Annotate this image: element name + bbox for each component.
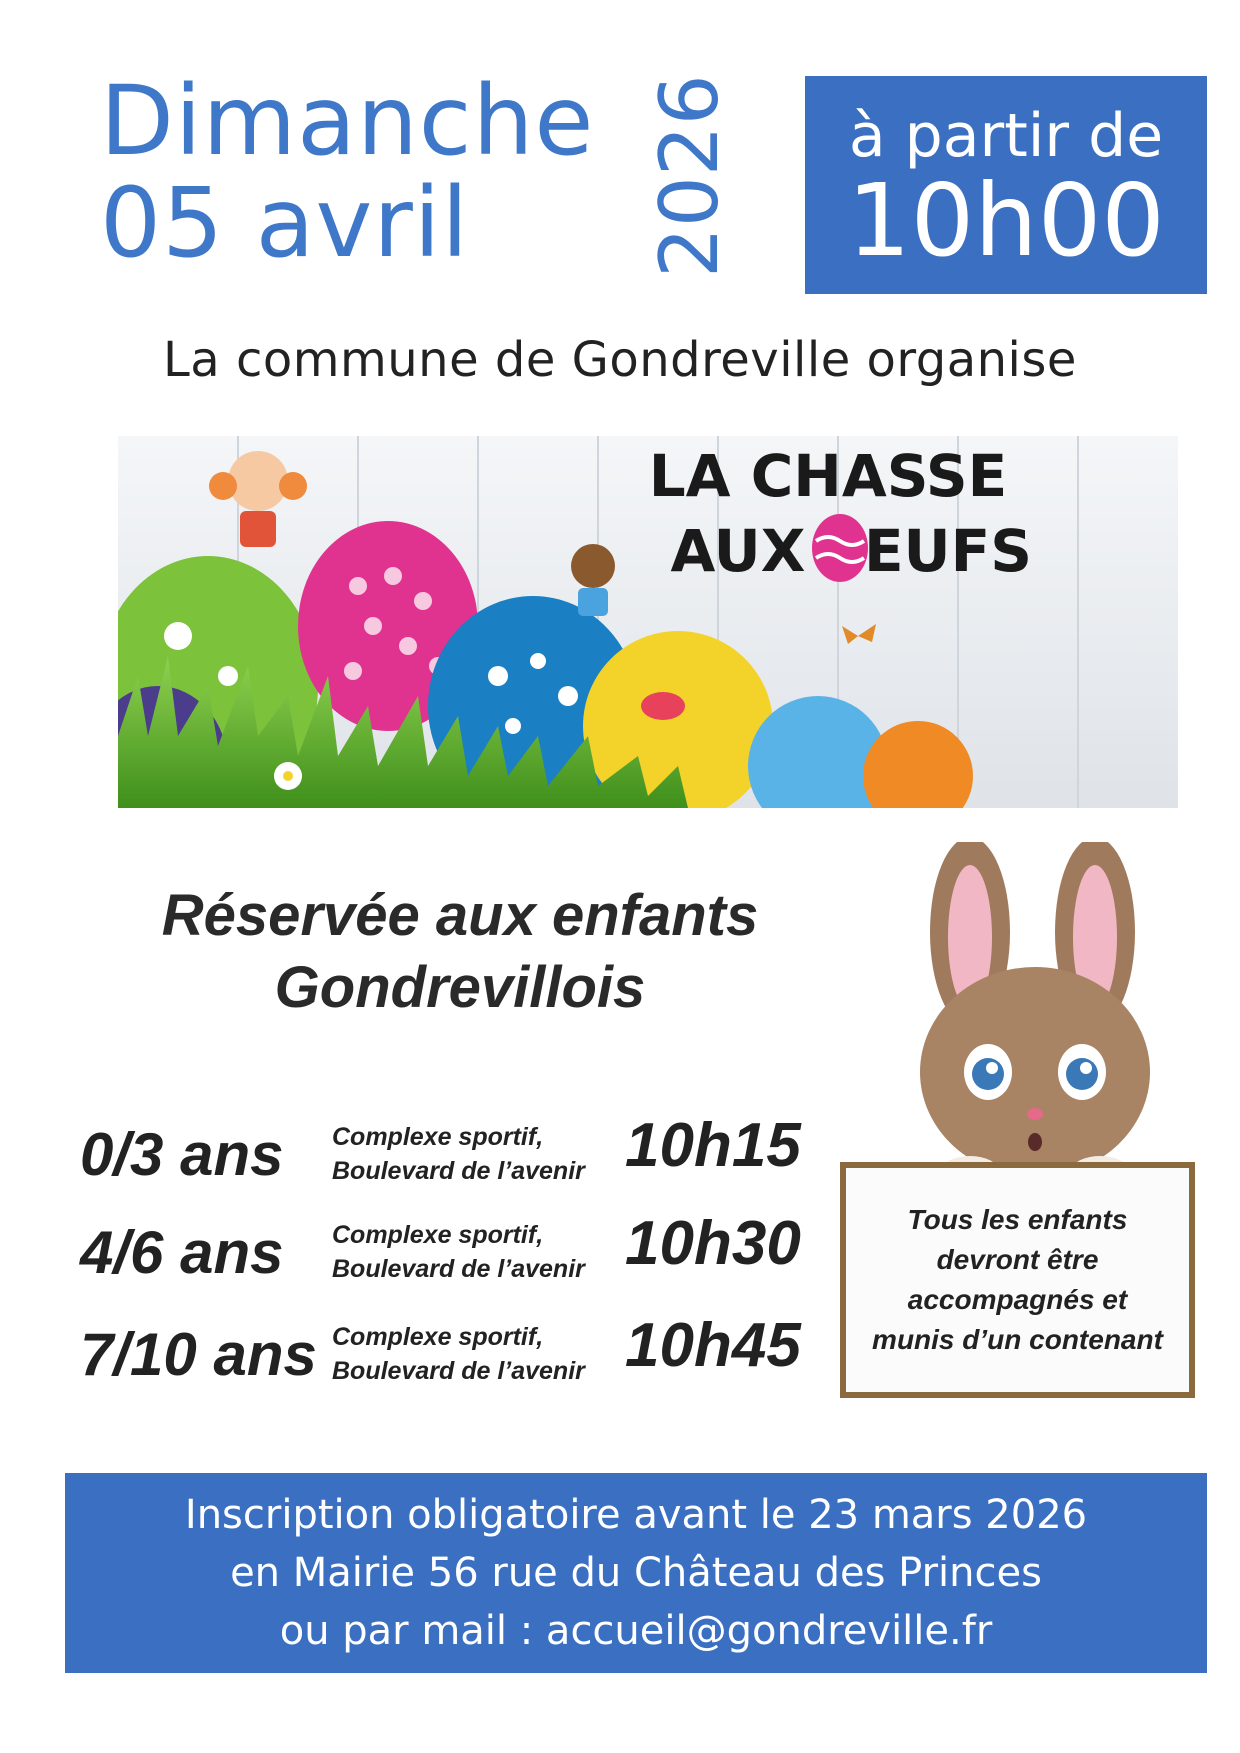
banner-title-line1: LA CHASSE — [648, 442, 1008, 510]
daisy-icon — [274, 762, 302, 790]
start-time-slot: 10h45 — [625, 1311, 801, 1380]
easter-egg-hunt-banner — [118, 436, 1178, 808]
sign-line4: munis d’un contenant — [872, 1324, 1163, 1355]
egg-letter-icon — [812, 514, 868, 582]
banner-title-eufs: EUFS — [863, 517, 1033, 585]
registration-deadline: Inscription obligatoire avant le 23 mars 2026 — [184, 1492, 1088, 1538]
reserved-line1: Réservée aux enfants — [161, 883, 759, 948]
location — [332, 1320, 585, 1388]
location-line2: Boulevard de l’avenir — [332, 1255, 585, 1283]
event-day: Dimanche — [100, 65, 595, 177]
location-line2: Boulevard de l’avenir — [332, 1357, 585, 1385]
sign-line3: accompagnés et — [907, 1284, 1128, 1315]
sign-line2: devront être — [936, 1244, 1099, 1275]
location-line1: Complexe sportif, — [332, 1123, 544, 1151]
start-time-slot: 10h15 — [625, 1111, 801, 1180]
reserved-line2: Gondrevillois — [274, 955, 646, 1020]
start-time-slot: 10h30 — [625, 1209, 801, 1278]
age-group: 4/6 ans — [80, 1219, 284, 1286]
age-group: 7/10 ans — [80, 1321, 317, 1388]
sign-line1: Tous les enfants — [907, 1204, 1128, 1235]
event-date-text: 05 avril — [100, 167, 470, 279]
event-date — [100, 65, 595, 279]
start-time: 10h00 — [847, 162, 1165, 279]
banner-title-aux: AUX — [670, 517, 806, 585]
age-group: 0/3 ans — [80, 1121, 284, 1188]
organiser-line: La commune de Gondreville organise — [163, 332, 1077, 388]
location-line1: Complexe sportif, — [332, 1323, 544, 1351]
registration-email: ou par mail : accueil@gondreville.fr — [279, 1608, 993, 1654]
reminder-sign — [840, 1162, 1195, 1398]
registration-address: en Mairie 56 rue du Château des Princes — [230, 1550, 1042, 1596]
location-line1: Complexe sportif, — [332, 1221, 544, 1249]
start-time-box — [805, 76, 1207, 294]
registration-footer — [65, 1473, 1207, 1673]
bunny-illustration — [870, 842, 1200, 1182]
start-time-prefix: à partir de — [848, 101, 1164, 171]
location — [332, 1120, 585, 1188]
event-year: 2026 — [643, 74, 736, 278]
location — [332, 1218, 585, 1286]
reserved-notice — [85, 880, 835, 1024]
location-line2: Boulevard de l’avenir — [332, 1157, 585, 1185]
